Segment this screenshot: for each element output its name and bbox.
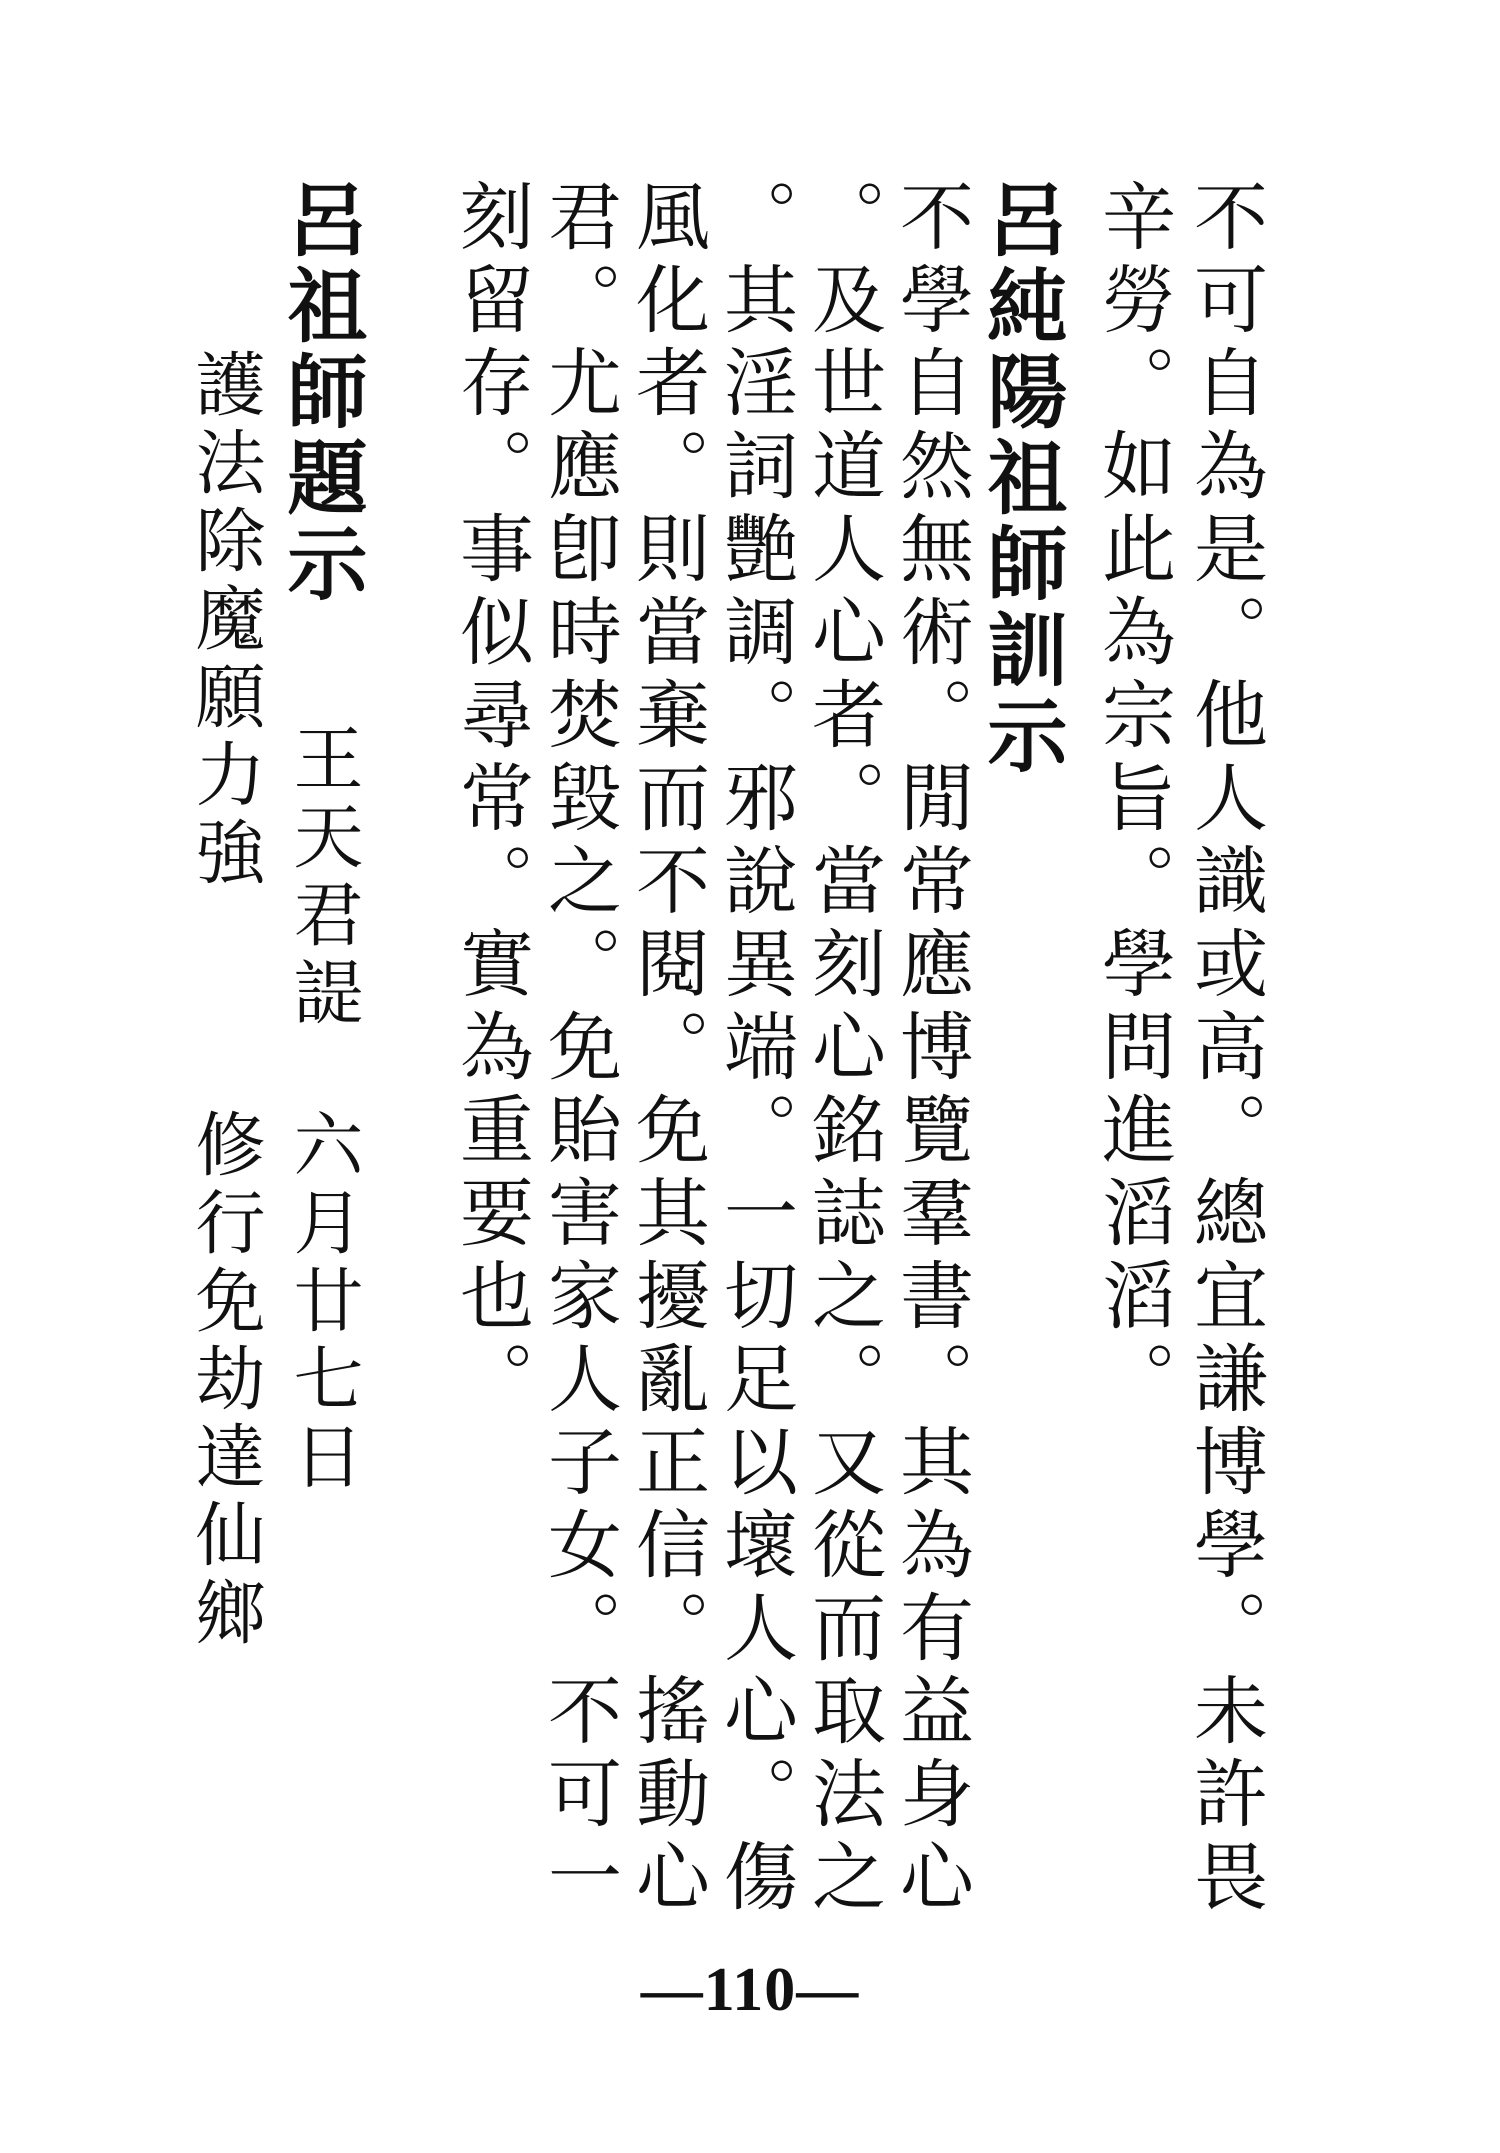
text-column-8: 刻留存。事似尋常。實為重要也。 <box>448 178 534 1423</box>
text-column-7: 君。尤應卽時焚毀之。免貽害家人子女。不可一 <box>536 178 622 1921</box>
text-column-6: 風化者。則當棄而不閱。免其擾亂正信。搖動心 <box>624 178 710 1921</box>
verse-line-a: 護法除魔願力強 <box>184 348 266 894</box>
date-line: 六月廿七日 <box>282 1108 364 1498</box>
section-heading-lu-chunyang: 呂純陽祖師訓示 <box>974 178 1067 780</box>
text-column-5: 。其淫詞艷調。邪說異端。一切足以壞人心。傷 <box>712 178 798 1921</box>
page-number: —110— <box>640 1956 860 2024</box>
author-attribution: 王天君諟 <box>282 722 364 1034</box>
text-column-1: 不可自為是。他人識或高。總宜謙博學。未許畏 <box>1182 178 1268 1921</box>
section-heading-lu-zushi: 呂祖師題示 <box>274 178 367 608</box>
text-column-2: 辛勞。如此為宗旨。學問進滔滔。 <box>1090 178 1176 1423</box>
text-column-4: 。及世道人心者。當刻心銘誌之。又從而取法之 <box>800 178 886 1921</box>
verse-line-b: 修行免劫達仙鄉 <box>184 1108 266 1654</box>
text-column-3: 不學自然無術。閒常應博覽羣書。其為有益身心 <box>888 178 974 1921</box>
